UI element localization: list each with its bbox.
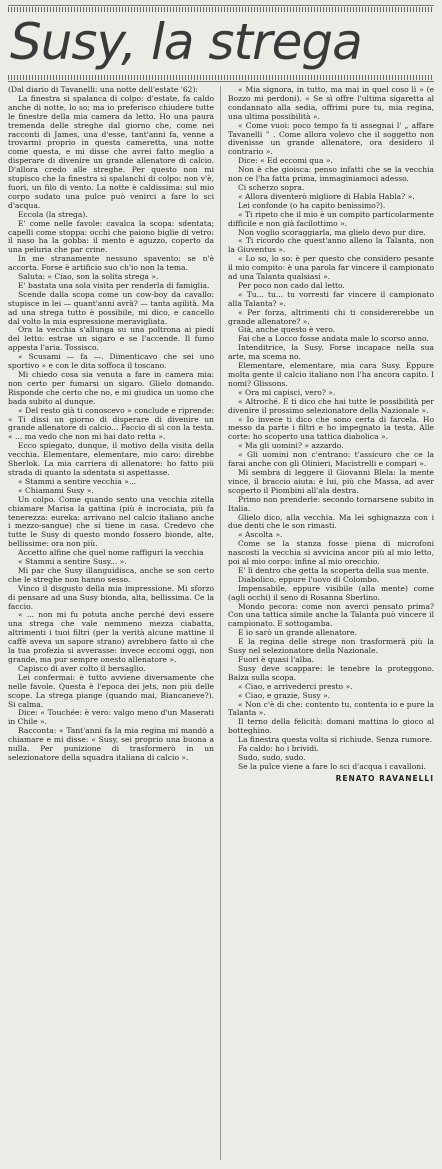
author-signature: RENATO RAVANELLI	[335, 773, 434, 783]
paragraph: Lei confermai: è tutto avviene diversamente che nelle favole. Questa è l'epoca dei jets, non più delle scope. La strega piange (quando mai, Biancaneve?). Si calma.	[8, 672, 214, 709]
paragraph: La finestra questa volta si richiude. Senza rumore.	[238, 735, 432, 745]
paragraph: Mi sembra di leggere il Giovanni Blela: la mente vince, il braccio aiuta: è lui, più che Massa, ad aver scoperto il Piombini all'ala destra.	[228, 467, 434, 495]
paragraph: Impensabile, eppure visibile (alla mente) come (agli occhi) il seno di Rosanna Sberlino.	[228, 583, 434, 602]
paragraph: « Allora diventerò migliore di Habla Habla? ».	[238, 191, 415, 201]
paragraph: Mi chiedo cosa sia venuta a fare in camera mia: non certo per fumarsi un sigaro. Glielo domando. Risponde che certo che no, e mi giudica un uomo che bada subito al dunque.	[8, 370, 214, 406]
title-hatch	[8, 75, 434, 80]
paragraph: Ecco spiegato, dunque, il motivo della visita della vecchia. Elementare, elementare, mio caro: direbbe Sherlok. La mia carriera di allenatore: ho fatto più strada di quanto la sdentata si aspettasse.	[8, 441, 214, 477]
paragraph: Diabolico, eppure l'uovo di Colombo.	[238, 574, 380, 584]
paragraph: Mondo pecora: come non averci pensato prima? Con una tattica simile anche la Talanta può vincere il campionato. E sottogamba.	[228, 601, 434, 629]
paragraph: « Non c'è di che: contento tu, contenta io e pure la Talanta ».	[228, 699, 434, 718]
paragraph: Capisco di aver colto il bersaglio.	[18, 663, 146, 673]
paragraph: Accetto alfine che quel nome raffiguri la vecchia	[18, 548, 204, 558]
paragraph: « Come vuoi: poco tempo fa ti assegnai l' „ affare Tavanelli ” . Come allora volevo che il soggetto non divenisse un grande allenatore, ora desidero il contrario ».	[228, 120, 434, 157]
paragraph: « Stammi a sentire vecchia »...	[18, 476, 137, 486]
paragraph: « Ciao, e arrivederci presto ».	[238, 681, 353, 691]
paragraph: Saluta: « Ciao, son la solita strega ».	[18, 272, 159, 282]
paragraph: Intenditrice, la Susy. Forse incapace nella sua arte, ma scema no.	[228, 343, 434, 362]
paragraph: « Per forza, altrimenti chi ti considererebbe un grande allenatore? ».	[228, 307, 434, 326]
paragraph: Scende dalla scopa come un cow-boy da cavallo: stupisce in lei — quant'anni avrà? — tanta agilità. Ma ad una strega tutto è possibile, mi dico, e cancello dal volto la mia espressione meravigliata.	[8, 289, 214, 326]
paragraph: Un colpo. Come quando sento una vecchia zitella chiamare Marisa la gattina (più è incrociata, più fa tenerezza: eureka: arrivano nel calcio italiano anche i mezzo-sangue) che si tiene in casa. Credevo che tutte le Susy di questo mondo fossero bionde, alte, bellissime: ora non più.	[8, 494, 214, 549]
paragraph: Ci scherzo sopra.	[238, 182, 305, 192]
paragraph: « Ora mi capisci, vero? ».	[238, 387, 336, 397]
article-column-left	[8, 86, 214, 1160]
paragraph: Già, anche questo è vero.	[238, 325, 336, 335]
paragraph: « Del resto già ti conoscevo » conclude e riprende: « Ti dissi un giorno di disperare di divenire un grande allenatore di calcio... Faccio di sì con la testa. « ... ma vedo che non mi hai dato retta ».	[8, 405, 214, 442]
column-divider	[220, 86, 221, 1160]
paragraph: E' lì dentro che getta la scoperta della sua mente.	[238, 565, 429, 575]
paragraph: Primo non prenderle: secondo tornarsene subito in Italia.	[228, 494, 434, 513]
paragraph: Vinco il disgusto della mia impressione. Mi sforzo di pensare ad una Susy bionda, alta, bellissima. Ce la faccio.	[8, 583, 214, 611]
paragraph: « Stammi a sentire Susy... ».	[18, 557, 127, 567]
paragraph: « Lo so, lo so: è per questo che considero pesante il mio compito: è una parola far vincere il campionato ad una Talanta qualsiasi ».	[228, 254, 434, 282]
paragraph: « Tu... tu... tu vorresti far vincere il campionato alla Talanta? ».	[228, 289, 434, 308]
paragraph: Fa caldo: ho i brividi.	[238, 744, 319, 754]
article-column-right	[228, 86, 434, 1160]
article-title: Susy, la strega	[10, 13, 362, 71]
paragraph: E' come nelle favole: cavalca la scopa: sdentata; capelli come stoppa: occhi che paiono biglie di vetro: il naso ha la gobba: il mento è aguzzo, coperto da una peluria che par crine.	[8, 218, 214, 255]
paragraph: « Ciao, e grazie, Susy ».	[238, 690, 331, 700]
paragraph: Lei confonde (o ha capito benissimo?).	[238, 200, 386, 210]
paragraph: Mi par che Susy illanguidisca, anche se son certo che le streghe non hanno sesso.	[8, 565, 214, 584]
title-rule	[8, 81, 434, 82]
paragraph: E io sarò un grande allenatore.	[238, 628, 358, 638]
paragraph: Fuori è quasi l'alba.	[238, 655, 314, 664]
paragraph: Il terno della felicità: domani mattina lo gioco al botteghino.	[228, 717, 434, 736]
paragraph: « Altroché. E ti dico che hai tutte le possibilità per divenire il prossimo selezionatore della Nazionale ».	[228, 396, 434, 415]
paragraph: « Ti ripeto che il mio è un compito particolarmente difficile e non già facilottimo ».	[228, 209, 434, 228]
paragraph: In me stranamente nessuno spavento: se n'è accorta. Forse è artificio suo ch'io non la tema.	[8, 254, 214, 273]
paragraph: « Ma gli uomini? » azzardo.	[238, 441, 344, 451]
paragraph: Sudo, sudo, sudo.	[238, 752, 306, 762]
paragraph: Dice: « Touchée: è vero: valgo meno d'un Maserati in Chile ».	[8, 708, 214, 727]
paragraph: E' bastata una sola visita per renderla di famiglia.	[18, 280, 210, 290]
paragraph: Ora la vecchia s'allunga su una poltrona ai piedi del letto: estrae un sigaro e se l'accende. Il fumo appesta l'aria. Tossisco.	[8, 325, 214, 353]
paragraph: Glielo dico, alla vecchia. Ma lei sghignazza con i due denti che le son rimasti.	[228, 512, 434, 531]
paragraph: Non voglio scoraggiarla, ma glielo devo pur dire.	[238, 227, 426, 237]
paragraph: Per poco non cado dal letto.	[238, 280, 345, 290]
top-rule	[8, 5, 434, 6]
paragraph: « Ascolta ».	[238, 530, 283, 540]
paragraph: « Gli uomini non c'entrano: t'assicuro che ce la farai anche con gli Olinieri, Macistrelli e compari ».	[228, 450, 434, 469]
paragraph: « Io invece ti dico che sono certa di farcela. Ho messo da parte i filtri e ho impegnato la testa. Alle corte: ho scoperto una tattica diabolica ».	[228, 414, 434, 442]
paragraph: Racconta: « Tant'anni fa la mia regina mi mandò a chiamare e mi disse: « Susy, sei proprio una buona a nulla. Per punizione di trasformerò in un selezionatore della squadra italiana di calcio ».	[8, 726, 214, 762]
paragraph: (Dal diario di Tavanelli: una notte dell'estate '62):	[8, 86, 198, 94]
paragraph: « Ti ricordo che quest'anno alleno la Talanta, non la Giuventus ».	[228, 236, 434, 255]
paragraph: « Mia signora, in tutto, ma mai in quel coso lì » (e Bozzo mi perdoni). « Se sì offre l'ultima sigaretta al condannato alla sedia, offrimi pure tu, mia regina, una ultima possibilità ».	[228, 86, 434, 121]
paragraph: « Scusami — fa —. Dimenticavo che sei uno sportivo » e con le dita soffoca il toscano.	[8, 352, 214, 371]
paragraph: Se la pulce viene a fare lo sci d'acqua i cavalloni.	[238, 761, 426, 771]
paragraph: Come se la stanza fosse piena di microfoni nascosti la vecchia si avvicina ancor più al mio letto, poi al mio corpo: infine al mio orecchio.	[228, 539, 434, 567]
paragraph: Elementare, elementare, mia cara Susy. Eppure molta gente il calcio italiano non l'ha ancora capito. I nomi? Glissons.	[228, 361, 434, 388]
paragraph: Eccola (la strega).	[18, 209, 88, 219]
paragraph: « ... non mi fu potuta anche perché devi essere una strega che vale nemmeno mezza ciabatta, altrimenti i tuoi filtri (per la verità alcune mattine il caffè aveva un sapore strano) avrebbero fatto sì che la tua profezia si avverasse: invece eccomi oggi, non grande, ma pur sempre onesto allenatore ».	[8, 610, 214, 664]
paragraph: La finestra si spalanca di colpo: d'estate, fa caldo anche di notte, lo so; ma io preferisco chiudere tutte le finestre della mia camera da letto. Ho una paura tremenda delle streghe dal giorno che, come nei racconti di James, una d'esse, tant'anni fa, venne a trovarmi proprio in questa cameretta, una notte come questa, e mi disse che avrei fatto meglio a disperare di divenire un grande allenatore di calcio. D'allora credo alle streghe. Per questo non mi stupisco che la finestra si spalanchi di colpo: non v'è, fuori, un filo di vento. La notte è caldissima: sul mio corpo sudato una pulce può venirci a fare lo sci d'acqua.	[8, 93, 214, 210]
paragraph: Non è che gioisca: penso infatti che se la vecchia non ce l'ha fatta prima, immaginiamoci adesso.	[228, 165, 434, 184]
paragraph: E la regina delle strege non trasformerà più la Susy nel selezionatore della Nazionale.	[228, 637, 434, 656]
paragraph: Susy deve scappare: le tenebre la proteggono. Balza sulla scopa.	[228, 663, 434, 682]
paragraph: Fai che a Locco fosse andata male lo scorso anno.	[238, 334, 429, 344]
paragraph: Dice: « Ed eccomi qua ».	[238, 156, 333, 166]
paragraph: « Chiamami Susy ».	[18, 485, 94, 495]
